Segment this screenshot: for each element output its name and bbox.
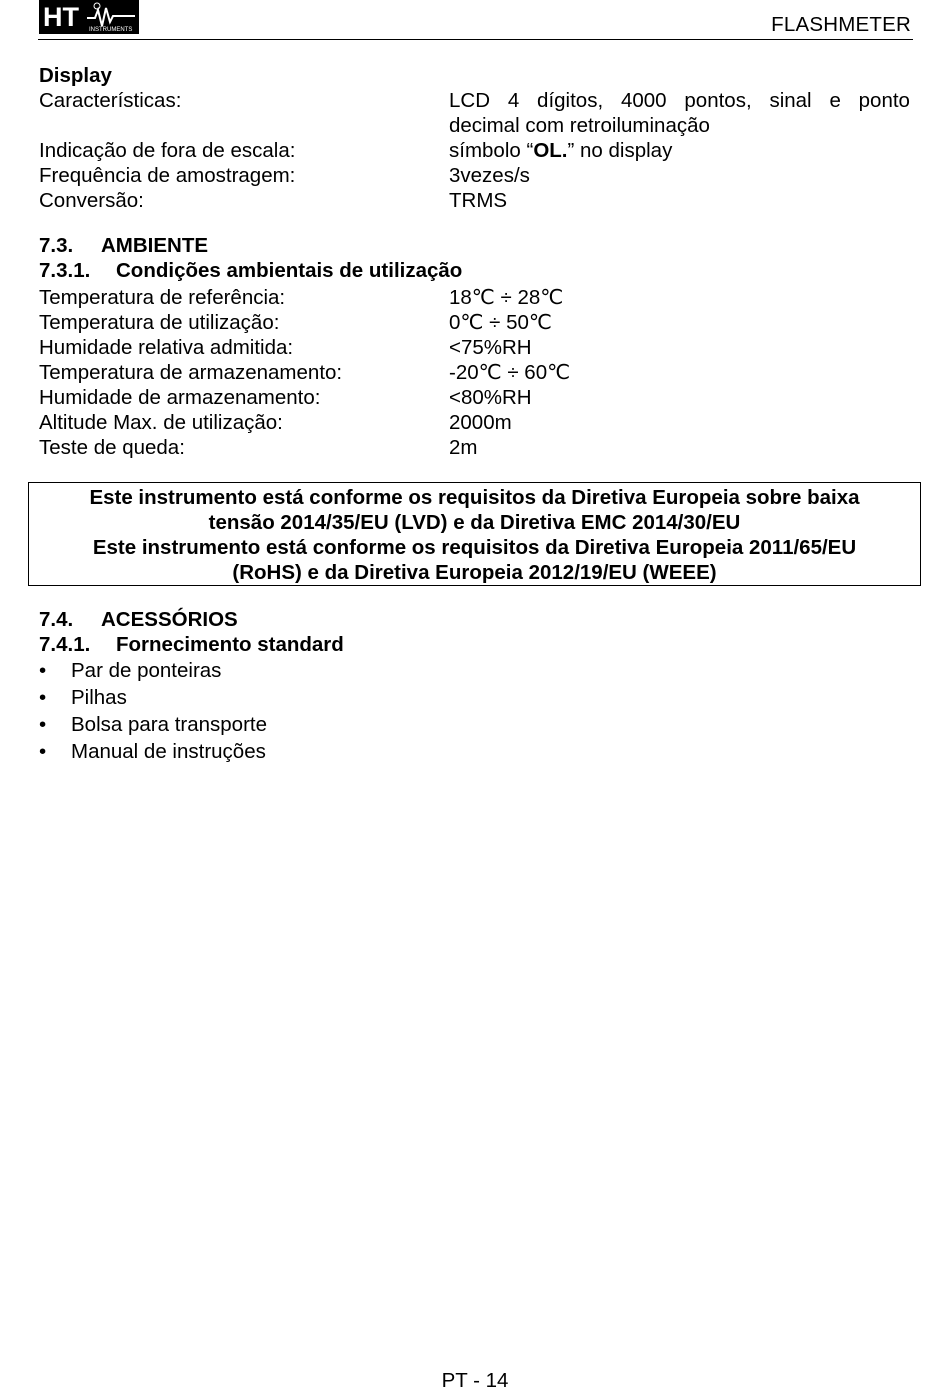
subsection-heading-fornecimento: 7.4.1. Fornecimento standard	[39, 633, 344, 656]
compliance-line-1: Este instrumento está conforme os requisitos da Diretiva Europeia sobre baixa	[89, 486, 860, 509]
spec-value-amostragem: 3vezes/s	[449, 164, 530, 187]
ht-instruments-logo	[39, 0, 139, 34]
section-heading-acessorios: 7.4. ACESSÓRIOS	[39, 608, 238, 631]
env-label-op-temp: Temperatura de utilização:	[39, 311, 280, 334]
spec-label-conversao: Conversão:	[39, 189, 144, 212]
env-value-storage-humidity: <80%RH	[449, 386, 532, 409]
env-value-ref-temp: 18℃ ÷ 28℃	[449, 286, 564, 309]
document-title: FLASHMETER	[771, 13, 911, 36]
logo-subtext: INSTRUMENTS	[89, 27, 133, 33]
compliance-line-4: (RoHS) e da Diretiva Europeia 2012/19/EU (WEEE)	[232, 561, 717, 584]
env-label-altitude: Altitude Max. de utilização:	[39, 411, 283, 434]
spec-value-caracteristicas-line1: LCD 4 dígitos, 4000 pontos, sinal e ponto	[449, 89, 910, 112]
bullet-icon: •	[39, 713, 47, 736]
env-label-drop-test: Teste de queda:	[39, 436, 185, 459]
section-heading-ambiente: 7.3. AMBIENTE	[39, 234, 209, 257]
env-value-storage-temp: -20℃ ÷ 60℃	[449, 361, 571, 384]
logo-text: HT	[43, 2, 79, 32]
compliance-line-2: tensão 2014/35/EU (LVD) e da Diretiva EMC 2014/30/EU	[208, 511, 741, 534]
bullet-icon: •	[39, 686, 47, 709]
display-heading: Display	[39, 64, 112, 87]
subsection-heading-condicoes: 7.3.1. Condições ambientais de utilização	[39, 259, 463, 282]
env-value-op-temp: 0℃ ÷ 50℃	[449, 311, 552, 334]
env-value-altitude: 2000m	[449, 411, 512, 434]
spec-value-conversao: TRMS	[449, 189, 508, 212]
bullet-icon: •	[39, 740, 47, 763]
spec-label-amostragem: Frequência de amostragem:	[39, 164, 296, 187]
compliance-line-3: Este instrumento está conforme os requisitos da Diretiva Europeia 2011/65/EU	[92, 536, 857, 559]
spec-value-fora-escala: símbolo “OL.” no display	[449, 139, 673, 162]
env-label-storage-humidity: Humidade de armazenamento:	[39, 386, 321, 409]
env-label-humidity: Humidade relativa admitida:	[39, 336, 294, 359]
bullet-icon: •	[39, 659, 47, 682]
env-label-storage-temp: Temperatura de armazenamento:	[39, 361, 343, 384]
compliance-box	[28, 482, 921, 586]
spec-label-caracteristicas: Características:	[39, 89, 182, 112]
spec-value-caracteristicas-line2: decimal com retroiluminação	[449, 114, 710, 137]
env-label-ref-temp: Temperatura de referência:	[39, 286, 286, 309]
spec-label-fora-escala: Indicação de fora de escala:	[39, 139, 296, 162]
page-number: PT - 14	[441, 1369, 509, 1392]
env-value-drop-test: 2m	[449, 436, 478, 459]
env-value-humidity: <75%RH	[449, 336, 532, 359]
page-header	[38, 0, 913, 40]
